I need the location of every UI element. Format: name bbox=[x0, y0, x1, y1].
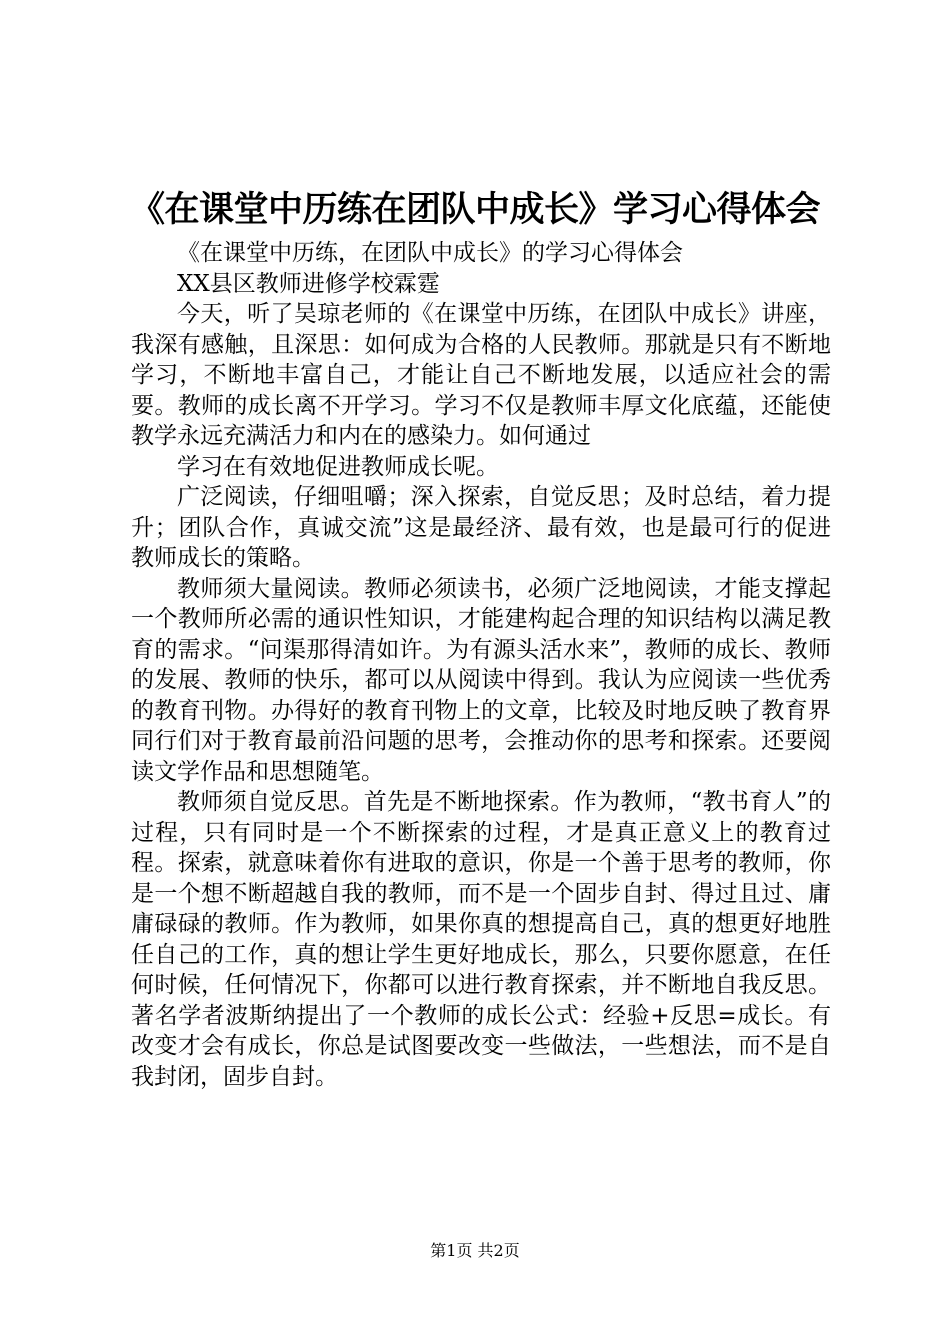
subtitle-paragraph: 《在课堂中历练，在团队中成长》的学习心得体会 bbox=[177, 240, 683, 266]
body-paragraph: 今天，听了吴琼老师的《在课堂中历练，在团队中成长》讲座，我深有感触，且深思：如何成为合格的人民教师。那就是只有不断地学习，不断地丰富自己，才能让自己不断地发展，以适应社会的需要。教师的成长离不开学习。学习不仅是教师丰厚文化底蕴，还能使教学永远充满活力和内在的感染力。如何通过 bbox=[131, 301, 831, 449]
author-paragraph: XX县区教师进修学校霖霆 bbox=[177, 270, 440, 297]
document-body bbox=[131, 238, 831, 1092]
body-paragraph: 教师须大量阅读。教师必须读书，必须广泛地阅读，才能支撑起一个教师所必需的通识性知识，才能建构起合理的知识结构以满足教育的需求。“问渠那得清如许。为有源头活水来”，教师的成长、教师的发展、教师的快乐，都可以从阅读中得到。我认为应阅读一些优秀的教育刊物。办得好的教育刊物上的文章，比较及时地反映了教育界同行们对于教育最前沿问题的思考，会推动你的思考和探索。还要阅读文学作品和思想随笔。 bbox=[131, 575, 831, 785]
page-number-footer: 第1页 共2页 bbox=[430, 1241, 520, 1260]
body-paragraph: 学习在有效地促进教师成长呢。 bbox=[177, 453, 499, 480]
body-paragraph: 教师须自觉反思。首先是不断地探索。作为教师，“教书育人”的过程，只有同时是一个不断探索的过程，才是真正意义上的教育过程。探索，就意味着你有进取的意识，你是一个善于思考的教师，你是一个想不断超越自我的教师，而不是一个固步自封、得过且过、庸庸碌碌的教师。作为教师，如果你真的想提高自己，真的想更好地胜任自己的工作，真的想让学生更好地成长，那么，只要你愿意，在任何时候，任何情况下，你都可以进行教育探索，并不断地自我反思。著名学者波斯纳提出了一个教师的成长公式：经验+反思=成长。有改变才会有成长，你总是试图要改变一些做法，一些想法，而不是自我封闭，固步自封。 bbox=[131, 789, 831, 1090]
document-title: 《在课堂中历练在团队中成长》学习心得体会 bbox=[129, 189, 820, 230]
body-paragraph: 广泛阅读，仔细咀嚼；深入探索，自觉反思；及时总结，着力提升；团队合作，真诚交流”这是最经济、最有效，也是最可行的促进教师成长的策略。 bbox=[131, 484, 831, 571]
